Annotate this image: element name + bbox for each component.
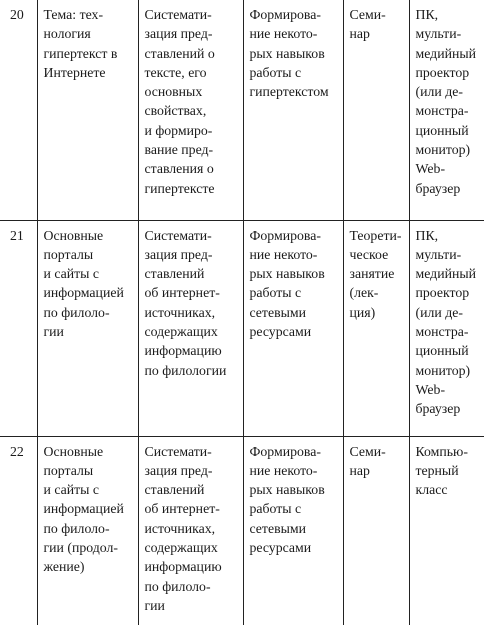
skills-cell: Формирова- ние некото- рых навыков работы с сетевыми ресурсами	[243, 436, 343, 625]
lesson-form-cell: Семи- нар	[343, 0, 409, 220]
goal-cell: Системати- зация пред- ставлений об интернет- источниках, содержащих информацию по филоло- гии	[138, 436, 243, 625]
topic-cell: Основные порталы и сайты с информацией по филоло- гии	[37, 220, 138, 436]
table-row	[0, 0, 484, 220]
equipment-cell: ПК, мульти- медийный проектор (или де- монстра- ционный монитор) Web- браузер	[409, 0, 484, 220]
skills-cell: Формирова- ние некото- рых навыков работы с гипертекстом	[243, 0, 343, 220]
goal-cell: Системати- зация пред- ставлений об интернет- источниках, содержащих информацию по филологии	[138, 220, 243, 436]
topic-cell: Тема: тех- нология гипертекст в Интернете	[37, 0, 138, 220]
skills-cell: Формирова- ние некото- рых навыков работы с сетевыми ресурсами	[243, 220, 343, 436]
row-number-cell: 20	[0, 0, 37, 220]
row-number-cell: 21	[0, 220, 37, 436]
equipment-cell: ПК, мульти- медийный проектор (или де- монстра- ционный монитор) Web- браузер	[409, 220, 484, 436]
equipment-cell: Компью- терный класс	[409, 436, 484, 625]
table-row	[0, 436, 484, 625]
row-number-cell: 22	[0, 436, 37, 625]
goal-cell: Системати- зация пред- ставлений о тексте, его основных свойствах, и формиро- вание пред- ставления о гипертексте	[138, 0, 243, 220]
topic-cell: Основные порталы и сайты с информацией по филоло- гии (продол- жение)	[37, 436, 138, 625]
table-row	[0, 220, 484, 436]
lesson-form-cell: Теорети- ческое занятие (лек- ция)	[343, 220, 409, 436]
lesson-form-cell: Семи- нар	[343, 436, 409, 625]
